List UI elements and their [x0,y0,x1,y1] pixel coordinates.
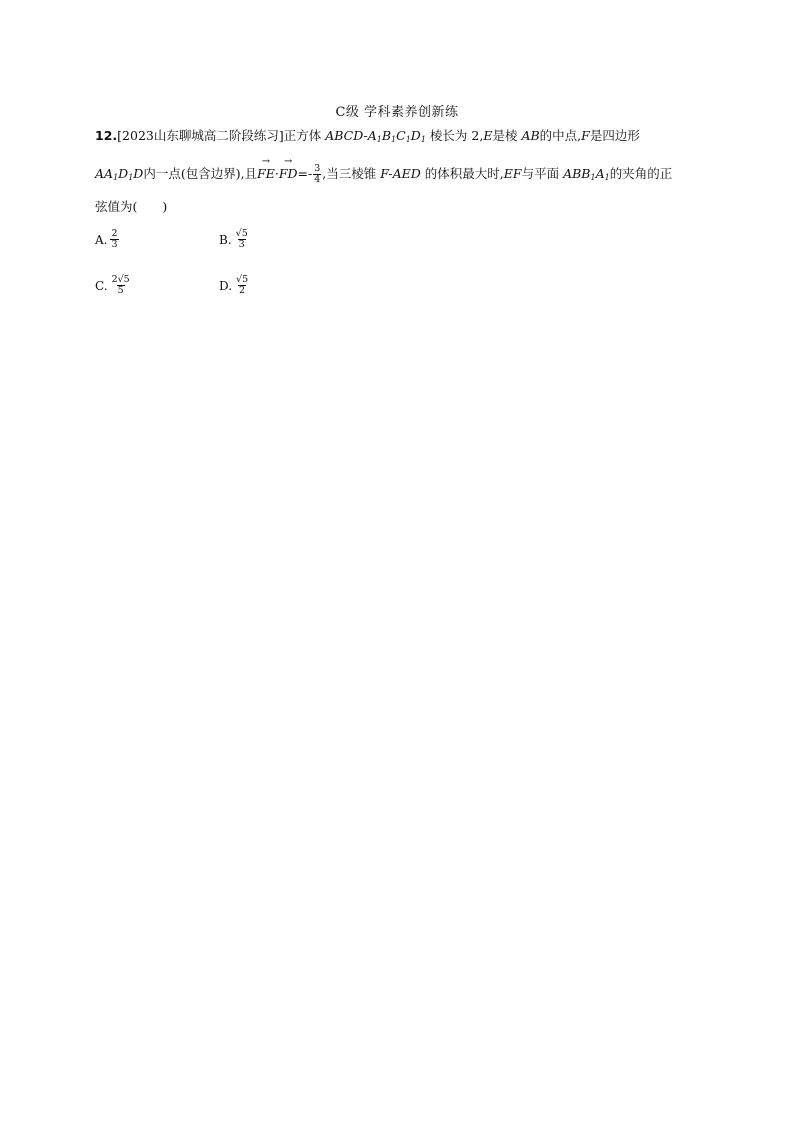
fraction-three-quarters: $\frac{3}{4}$ [314,163,321,185]
option-c-fraction: $\frac{2√5}{5}$ [111,274,130,296]
plane-name: $ABB_1A_1$ [563,166,610,182]
vector-fd: → FD [279,166,298,181]
cube-name: ABCD-$A_1B_1C_1D_1$ [325,128,426,144]
option-d-fraction: $\frac{√5}{2}$ [236,274,249,296]
question-line-3: 弦值为( ) [95,199,168,214]
vector-fe: → FE [257,166,275,181]
question-line-1: 12.[2023山东聊城高二阶段练习]正方体 ABCD-$A_1B_1C_1D_1$ 棱长为 2,E是棱 AB的中点,F是四边形 [95,128,640,144]
question-line-2: $AA_1D_1D$内一点(包含边界),且→ FE·→ FD=- $\frac{3}{4}$ ,当三棱锥 F-AED 的体积最大时,EF与平面 $ABB_1A_1$的夹角的正 [95,164,672,185]
section-title: C级 学科素养创新练 [335,105,459,120]
option-c[interactable]: C. $\frac{2√5}{5}$ [95,274,130,296]
option-a-fraction: $\frac{2}{3}$ [111,228,118,250]
option-b[interactable]: B. $\frac{√5}{3}$ [219,228,248,250]
option-b-fraction: $\frac{√5}{3}$ [235,228,248,250]
option-d[interactable]: D. $\frac{√5}{2}$ [219,274,249,296]
face-name: $AA_1D_1D$ [95,166,144,182]
option-a[interactable]: A. $\frac{2}{3}$ [95,228,118,250]
question-number: 12. [95,128,118,143]
question-source: [2023山东聊城高二阶段练习] [117,128,284,143]
